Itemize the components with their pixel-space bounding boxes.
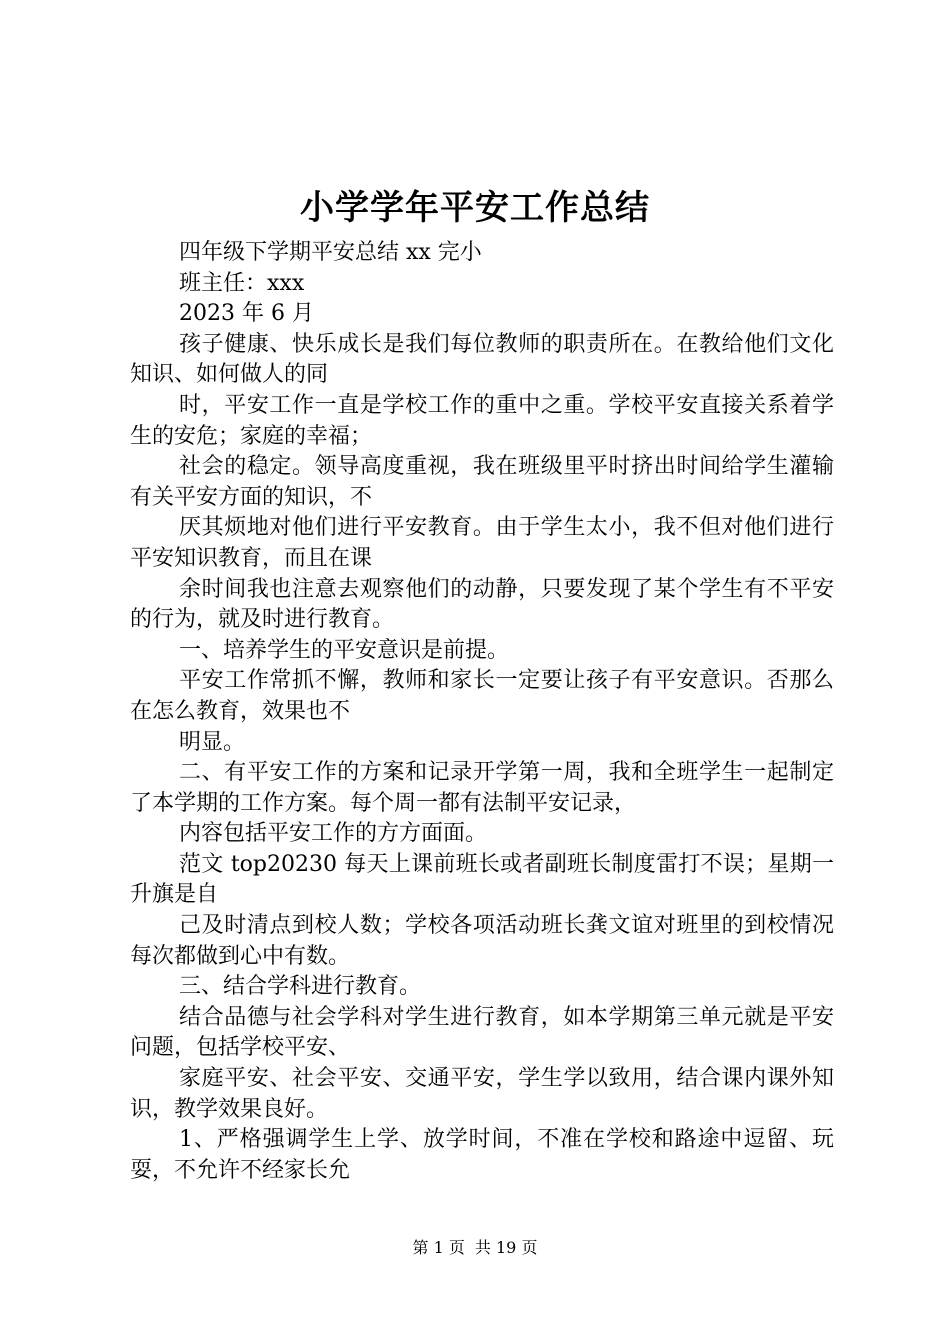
paragraph: 己及时清点到校人数；学校各项活动班长龚文谊对班里的到校情况每次都做到心中有数。 bbox=[130, 913, 834, 969]
paragraph: 平安工作常抓不懈，教师和家长一定要让孩子有平安意识。否那么在怎么教育，效果也不 bbox=[130, 668, 834, 724]
paragraph: 四年级下学期平安总结 xx 完小 bbox=[179, 240, 482, 265]
paragraph: 余时间我也注意去观察他们的动静，只要发现了某个学生有不平安的行为，就及时进行教育。 bbox=[130, 576, 834, 633]
paragraph: 结合品德与社会学科对学生进行教育，如本学期第三单元就是平安问题，包括学校平安、 bbox=[130, 1004, 834, 1061]
paragraph: 2023 年 6 月 bbox=[179, 301, 314, 327]
paragraph: 孩子健康、快乐成长是我们每位教师的职责所在。在教给他们文化知识、如何做人的同 bbox=[130, 331, 834, 388]
paragraph: 一、培养学生的平安意识是前提。 bbox=[179, 637, 510, 663]
paragraph: 1、严格强调学生上学、放学时间，不准在学校和路途中逗留、玩耍，不允许不经家长允 bbox=[130, 1127, 834, 1183]
paragraph: 三、结合学科进行教育。 bbox=[179, 974, 422, 1000]
paragraph: 社会的稳定。领导高度重视，我在班级里平时挤出时间给学生灌输有关平安方面的知识，不 bbox=[130, 454, 834, 510]
page-number: 第 1 页 bbox=[412, 1238, 465, 1257]
page-footer bbox=[0, 1238, 950, 1258]
paragraph: 明显。 bbox=[179, 729, 246, 755]
document-body bbox=[130, 238, 834, 1186]
paragraph: 家庭平安、社会平安、交通平安，学生学以致用，结合课内课外知识，教学效果良好。 bbox=[130, 1066, 834, 1122]
paragraph: 内容包括平安工作的方方面面。 bbox=[179, 821, 488, 847]
paragraph: 时，平安工作一直是学校工作的重中之重。学校平安直接关系着学生的安危；家庭的幸福； bbox=[130, 392, 834, 449]
paragraph: 厌其烦地对他们进行平安教育。由于学生太小，我不但对他们进行平安知识教育，而且在课 bbox=[130, 515, 834, 571]
paragraph: 二、有平安工作的方案和记录开学第一周，我和全班学生一起制定了本学期的工作方案。每个周一都有法制平安记录， bbox=[130, 760, 834, 816]
document-title: 小学学年平安工作总结 bbox=[300, 188, 650, 228]
page-total: 共 19 页 bbox=[474, 1238, 538, 1257]
paragraph: 范文 top20230 每天上课前班长或者副班长制度雷打不误；星期一升旗是自 bbox=[130, 851, 834, 908]
paragraph: 班主任：xxx bbox=[179, 270, 305, 296]
